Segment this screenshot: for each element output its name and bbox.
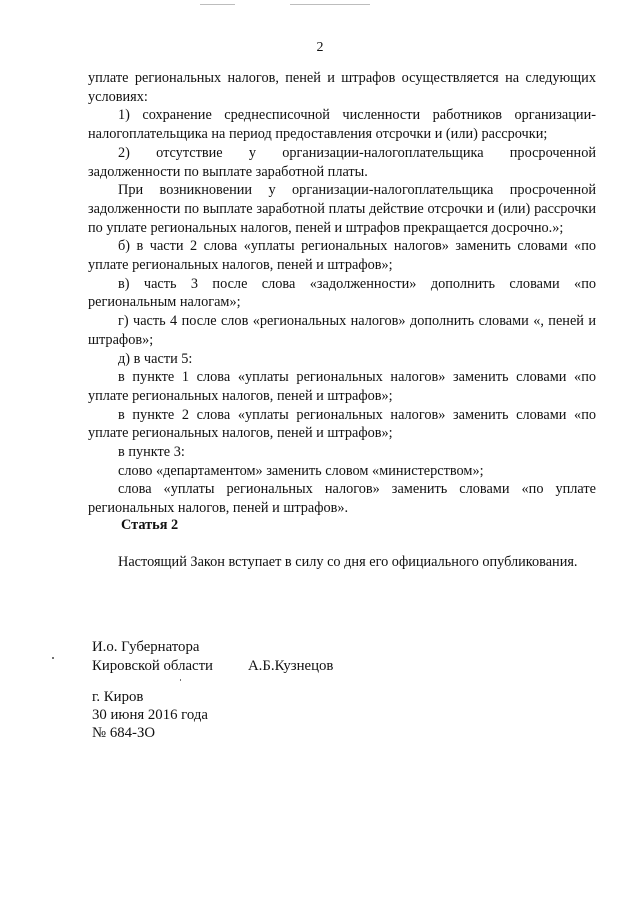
signature-position-line1: И.о. Губернатора xyxy=(92,639,200,655)
document-body xyxy=(88,69,596,518)
paragraph-condition-1: 1) сохранение среднесписочной численности работников организации-налогоплательщика на период предоставления отсрочки и (или) рассрочки; xyxy=(88,107,596,143)
document-footer xyxy=(92,688,208,742)
paragraph-point-3: в пункте 3: xyxy=(118,444,185,461)
paragraph-point-2: в пункте 2 слова «уплаты региональных налогов» заменить словами «по уплате региональных налогов, пеней и штрафов»; xyxy=(88,406,596,442)
paragraph-item-g: г) часть 4 после слов «региональных налогов» дополнить словами «, пеней и штрафов»; xyxy=(88,313,596,348)
paragraph-item-b: б) в части 2 слова «уплаты региональных налогов» заменить словами «по уплате региональных налогов, пеней и штрафов»; xyxy=(88,238,596,274)
signature-block xyxy=(92,638,333,676)
footer-city: г. Киров xyxy=(92,689,144,705)
signature-position-line2: Кировской области xyxy=(92,658,213,674)
footer-date: 30 июня 2016 года xyxy=(92,707,208,723)
paragraph-termination: При возникновении у организации-налогоплательщика просроченной задолженности по выплате заработной платы действие отсрочки и (или) рассрочки по уплате региональных налогов, пеней и штрафов прекращается досрочно.»; xyxy=(88,182,596,236)
paragraph-point-1: в пункте 1 слова «уплаты региональных налогов» заменить словами «по уплате региональных налогов, пеней и штрафов»; xyxy=(88,369,596,404)
paragraph-point-3-word: слово «департаментом» заменить словом «министерством»; xyxy=(118,462,484,479)
scan-speck xyxy=(52,657,54,659)
signature-name: А.Б.Кузнецов xyxy=(248,658,334,674)
paragraph-continuation: уплате региональных налогов, пеней и штрафов осуществляется на следующих условиях: xyxy=(88,70,596,105)
paragraph-point-3-words: слова «уплаты региональных налогов» заменить словами «по уплате региональных налогов, пеней и штрафов». xyxy=(88,481,596,517)
paragraph-item-v: в) часть 3 после слова «задолженности» дополнить словами «по региональным налогам»; xyxy=(88,275,596,311)
scan-top-line-left xyxy=(200,4,235,5)
paragraph-condition-2: 2) отсутствие у организации-налогоплательщика просроченной задолженности по выплате заработной платы. xyxy=(88,144,596,180)
article-heading: Статья 2 xyxy=(121,517,179,533)
scan-speck xyxy=(180,679,181,681)
footer-number: № 684-ЗО xyxy=(92,725,156,741)
page-number: 2 xyxy=(316,40,324,55)
article-text: Настоящий Закон вступает в силу со дня его официального опубликования. xyxy=(118,554,578,570)
scan-top-line-right xyxy=(290,4,370,5)
paragraph-item-d: д) в части 5: xyxy=(118,350,193,367)
